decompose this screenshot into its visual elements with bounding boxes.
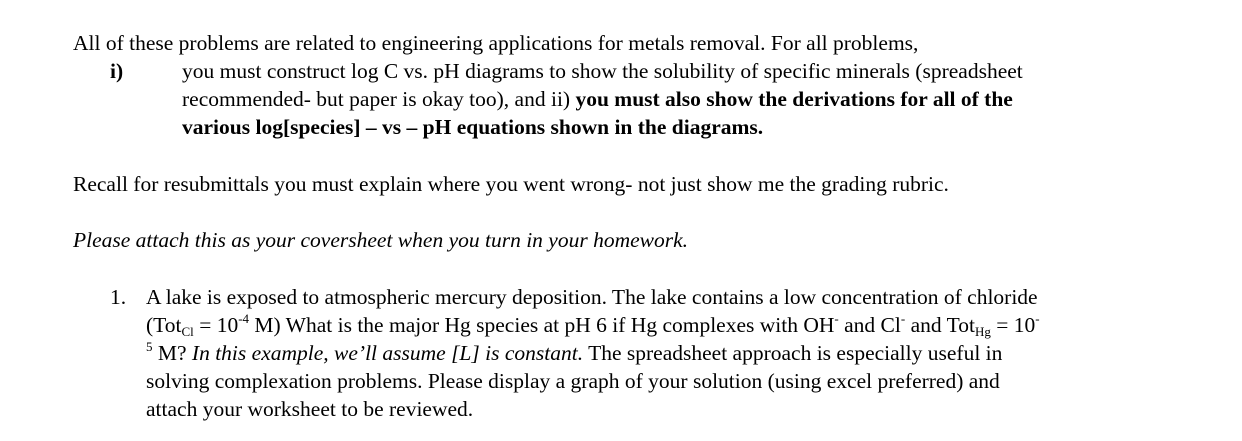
m-text: M?	[152, 341, 192, 365]
coversheet-note	[73, 227, 688, 254]
item-line-1: you must construct log C vs. pH diagrams to show the solubility of specific minerals (spreadsheet	[182, 59, 1023, 83]
problem-1-line-5: attach your worksheet to be reviewed.	[146, 397, 474, 421]
item-label-text: i)	[110, 59, 124, 83]
item-label-i	[110, 58, 123, 85]
exponent-5: 5	[146, 339, 153, 354]
exponent-neg4: -4	[238, 311, 250, 326]
question-text: M) What is the major Hg species at pH 6 if Hg complexes with OH	[249, 313, 835, 337]
problem-1-line-4: solving complexation problems. Please display a graph of your solution (using excel preferred) and	[146, 369, 1000, 393]
coversheet-note-text: Please attach this as your coversheet when you turn in your homework.	[73, 228, 689, 252]
item-line-3	[182, 114, 763, 141]
oh-charge: -	[834, 311, 839, 326]
cl-charge: -	[900, 311, 906, 326]
hg-subscript: Hg	[974, 324, 991, 339]
resubmit-note: Recall for resubmittals you must explain where you went wrong- not just show me the grading rubric.	[73, 172, 949, 196]
problem-1-line-1: A lake is exposed to atmospheric mercury deposition. The lake contains a low concentration of chloride	[146, 285, 1038, 309]
item-line-2-plain: recommended- but paper is okay too), and ii)	[182, 87, 576, 111]
item-line-2-bold: you must also show the derivations for all of the	[575, 87, 1013, 111]
cl-subscript: Cl	[181, 324, 194, 339]
eq-text-2: = 10	[990, 313, 1036, 337]
exponent-minus: -	[1035, 311, 1040, 326]
problem-1-line-2	[146, 312, 1040, 339]
tot-text: (Tot	[146, 313, 182, 337]
intro-line-1: All of these problems are related to engineering applications for metals removal. For all problems,	[73, 31, 919, 55]
assumption-italic: In this example, we’ll assume [L] is constant.	[191, 341, 584, 365]
page-top-edge	[0, 0, 1242, 2]
spreadsheet-text: The spreadsheet approach is especially useful in	[583, 341, 1003, 365]
problem-1-line-3	[146, 340, 1002, 367]
item-line-2	[182, 86, 1013, 113]
item-line-3-bold: various log[species] – vs – pH equations shown in the diagrams.	[182, 115, 764, 139]
and-cl-text: and Cl	[838, 313, 901, 337]
and-tot-text: and Tot	[905, 313, 975, 337]
problem-1-number: 1.	[110, 285, 127, 309]
eq-text: = 10	[193, 313, 239, 337]
